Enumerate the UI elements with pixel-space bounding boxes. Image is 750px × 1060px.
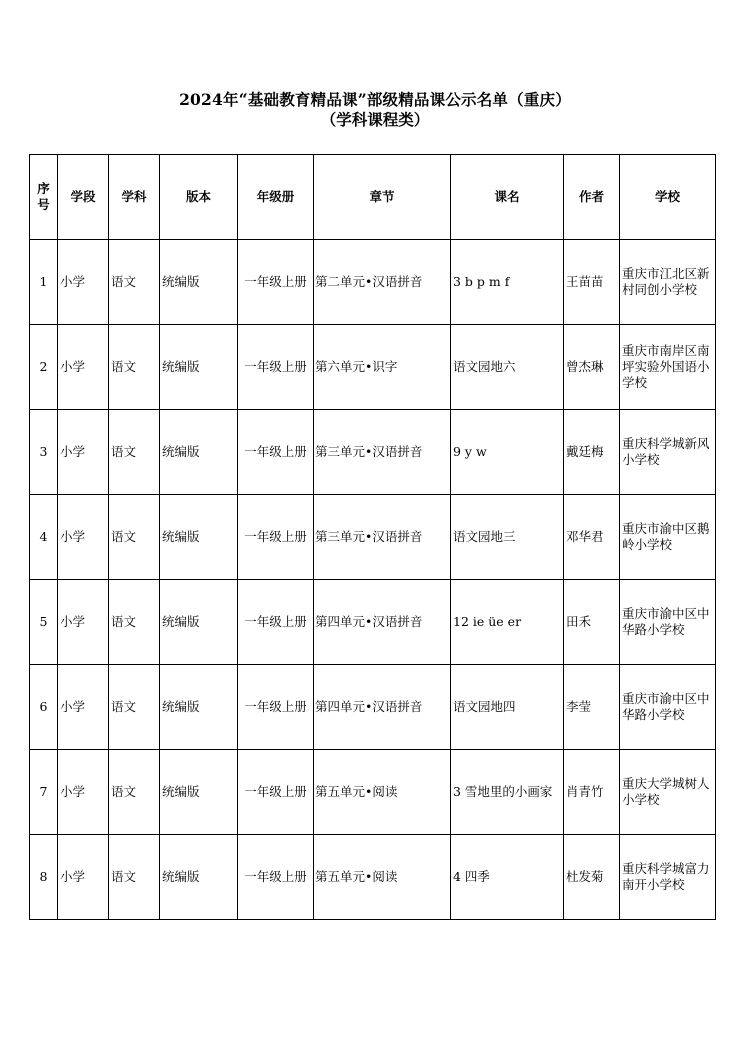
cell-seq: 6 <box>30 665 58 750</box>
cell-course: 12 ie üe er <box>451 580 564 665</box>
cell-chapter: 第六单元•识字 <box>314 325 451 410</box>
cell-author: 田禾 <box>564 580 620 665</box>
cell-seq: 4 <box>30 495 58 580</box>
cell-chapter: 第二单元•汉语拼音 <box>314 240 451 325</box>
cell-school: 重庆市南岸区南坪实验外国语小学校 <box>620 325 716 410</box>
cell-stage: 小学 <box>58 835 109 920</box>
cell-course: 9 y w <box>451 410 564 495</box>
cell-course: 语文园地三 <box>451 495 564 580</box>
cell-edition: 统编版 <box>160 240 238 325</box>
cell-stage: 小学 <box>58 240 109 325</box>
cell-subject: 语文 <box>109 410 160 495</box>
header-edition: 版本 <box>160 155 238 240</box>
cell-grade: 一年级上册 <box>238 240 314 325</box>
cell-author: 王苗苗 <box>564 240 620 325</box>
cell-seq: 7 <box>30 750 58 835</box>
cell-course: 3 雪地里的小画家 <box>451 750 564 835</box>
cell-edition: 统编版 <box>160 580 238 665</box>
header-course: 课名 <box>451 155 564 240</box>
table-row <box>30 240 716 325</box>
table-row <box>30 580 716 665</box>
cell-school: 重庆科学城新风小学校 <box>620 410 716 495</box>
cell-chapter: 第四单元•汉语拼音 <box>314 580 451 665</box>
header-seq-top: 序 <box>37 181 50 196</box>
header-school: 学校 <box>620 155 716 240</box>
cell-school: 重庆大学城树人小学校 <box>620 750 716 835</box>
cell-grade: 一年级上册 <box>238 835 314 920</box>
cell-chapter: 第五单元•阅读 <box>314 750 451 835</box>
header-author: 作者 <box>564 155 620 240</box>
table-row <box>30 325 716 410</box>
header-stage: 学段 <box>58 155 109 240</box>
document-title: 2024年“基础教育精品课”部级精品课公示名单（重庆） <box>179 90 571 109</box>
cell-course: 语文园地四 <box>451 665 564 750</box>
cell-seq: 3 <box>30 410 58 495</box>
cell-stage: 小学 <box>58 750 109 835</box>
cell-grade: 一年级上册 <box>238 325 314 410</box>
cell-school: 重庆市渝中区鹅岭小学校 <box>620 495 716 580</box>
cell-subject: 语文 <box>109 325 160 410</box>
table-row <box>30 665 716 750</box>
cell-edition: 统编版 <box>160 495 238 580</box>
cell-school: 重庆科学城富力南开小学校 <box>620 835 716 920</box>
document-subtitle: （学科课程类） <box>320 110 430 129</box>
cell-subject: 语文 <box>109 240 160 325</box>
cell-seq: 5 <box>30 580 58 665</box>
table-row <box>30 835 716 920</box>
header-seq-bottom: 号 <box>37 197 50 212</box>
cell-author: 戴廷梅 <box>564 410 620 495</box>
header-grade: 年级册 <box>238 155 314 240</box>
cell-edition: 统编版 <box>160 325 238 410</box>
cell-edition: 统编版 <box>160 665 238 750</box>
table-row <box>30 495 716 580</box>
cell-author: 邓华君 <box>564 495 620 580</box>
cell-chapter: 第四单元•汉语拼音 <box>314 665 451 750</box>
cell-author: 肖青竹 <box>564 750 620 835</box>
header-subject: 学科 <box>109 155 160 240</box>
cell-grade: 一年级上册 <box>238 750 314 835</box>
cell-school: 重庆市江北区新村同创小学校 <box>620 240 716 325</box>
cell-grade: 一年级上册 <box>238 665 314 750</box>
cell-edition: 统编版 <box>160 835 238 920</box>
cell-edition: 统编版 <box>160 410 238 495</box>
cell-author: 李莹 <box>564 665 620 750</box>
header-chapter: 章节 <box>314 155 451 240</box>
table-header-row <box>30 155 716 240</box>
cell-seq: 2 <box>30 325 58 410</box>
cell-school: 重庆市渝中区中华路小学校 <box>620 665 716 750</box>
cell-seq: 1 <box>30 240 58 325</box>
cell-seq: 8 <box>30 835 58 920</box>
cell-course: 3 b p m f <box>451 240 564 325</box>
cell-grade: 一年级上册 <box>238 580 314 665</box>
table-row <box>30 750 716 835</box>
course-list-table <box>29 154 716 920</box>
cell-subject: 语文 <box>109 495 160 580</box>
cell-stage: 小学 <box>58 325 109 410</box>
cell-stage: 小学 <box>58 665 109 750</box>
cell-school: 重庆市渝中区中华路小学校 <box>620 580 716 665</box>
cell-subject: 语文 <box>109 580 160 665</box>
cell-author: 杜发菊 <box>564 835 620 920</box>
cell-grade: 一年级上册 <box>238 410 314 495</box>
cell-subject: 语文 <box>109 665 160 750</box>
cell-subject: 语文 <box>109 750 160 835</box>
table-row <box>30 410 716 495</box>
cell-author: 曾杰琳 <box>564 325 620 410</box>
cell-edition: 统编版 <box>160 750 238 835</box>
cell-stage: 小学 <box>58 580 109 665</box>
cell-stage: 小学 <box>58 495 109 580</box>
cell-subject: 语文 <box>109 835 160 920</box>
cell-stage: 小学 <box>58 410 109 495</box>
cell-chapter: 第三单元•汉语拼音 <box>314 495 451 580</box>
cell-chapter: 第三单元•汉语拼音 <box>314 410 451 495</box>
cell-course: 4 四季 <box>451 835 564 920</box>
cell-course: 语文园地六 <box>451 325 564 410</box>
header-seq <box>30 155 58 240</box>
cell-grade: 一年级上册 <box>238 495 314 580</box>
cell-chapter: 第五单元•阅读 <box>314 835 451 920</box>
